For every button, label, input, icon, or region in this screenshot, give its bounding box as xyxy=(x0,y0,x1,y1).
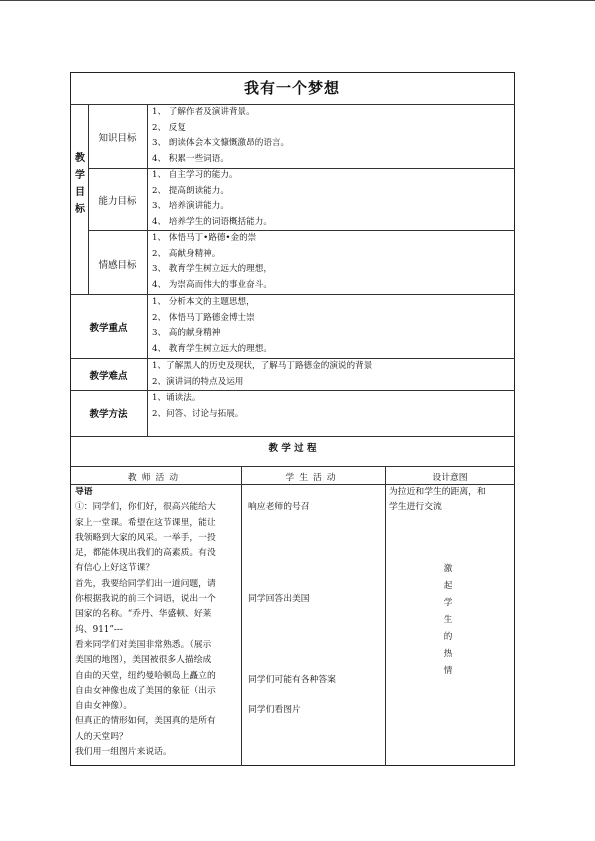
objective-items-emotion xyxy=(152,231,272,293)
intent-text xyxy=(389,485,513,516)
objective-label-ability: 能力目标 xyxy=(98,196,137,207)
teacher-line: 人的天堂吗？ xyxy=(75,731,128,742)
teacher-line: 看来同学们对美国非常熟悉。（展示 xyxy=(75,639,212,650)
intent-char: 情 xyxy=(443,666,453,676)
list-item: 4、 教育学生树立远大的理想。 xyxy=(152,343,272,354)
col-divider xyxy=(385,466,386,766)
difficulties-items xyxy=(152,359,372,390)
student-line: 同学们可能有各种答案 xyxy=(248,675,336,685)
intent-char: 热 xyxy=(443,649,453,659)
list-item: 2、 高献身精神。 xyxy=(152,248,221,259)
intent-char: 学 xyxy=(443,598,453,608)
intent-char: 生 xyxy=(443,615,453,625)
teacher-line: 家上一堂课。希望在这节课里，能让 xyxy=(75,517,216,528)
list-item: 2、 提高朗读能力。 xyxy=(152,185,229,196)
list-item: 3、 教育学生树立远大的理想， xyxy=(152,264,272,274)
column-header-student: 学生活动 xyxy=(285,473,341,483)
column-header-intent: 设计意图 xyxy=(432,473,468,483)
teacher-line: 自由女神像）。 xyxy=(75,701,133,712)
objectives-char xyxy=(73,150,87,218)
key-points-items xyxy=(152,295,272,357)
list-item: 2、问答、讨论与拓展。 xyxy=(152,408,244,419)
col-divider xyxy=(147,104,148,436)
list-item: 3、 朗读体会本文慷慨激昂的语言。 xyxy=(152,138,290,148)
intent-char: 的 xyxy=(443,632,453,642)
teacher-line: 我领略到大家的风采。一举手，一投 xyxy=(75,532,216,543)
objectives-group-char: 目 xyxy=(75,187,85,198)
teacher-line: 我们用一组图片来说话。 xyxy=(75,747,172,758)
objectives-group-char: 学 xyxy=(75,170,85,181)
teacher-line: 有信心上好这节课？ xyxy=(75,563,155,574)
process-heading: 教 学 过 程 xyxy=(268,443,317,454)
row-divider xyxy=(70,104,515,105)
objective-items-knowledge xyxy=(152,105,289,167)
list-item: 4、 积累一些词语。 xyxy=(152,153,229,164)
objective-label-knowledge: 知识目标 xyxy=(98,133,137,144)
list-item: 2、 体悟马丁路德金博士崇 xyxy=(152,312,255,323)
teacher-line: 国家的名称。“乔丹、华盛顿、好莱 xyxy=(75,609,212,620)
list-item: 1、 了解作者及演讲背景。 xyxy=(152,107,255,117)
teacher-line: 自由的天堂，纽约曼哈顿岛上矗立的 xyxy=(75,670,216,681)
col-divider xyxy=(241,466,242,766)
row-divider xyxy=(70,390,515,391)
page-top-rule xyxy=(0,0,595,1)
intent-line: 学生进行交流 xyxy=(389,502,442,513)
teacher-line: 足，都能体现出我们的高素质。有没 xyxy=(75,548,216,559)
objective-items-ability xyxy=(152,168,272,230)
objective-label-emotion: 情感目标 xyxy=(98,260,137,271)
teacher-line: 坞、911”--- xyxy=(75,624,123,635)
teacher-line: 美国的地图），美国被很多人描绘成 xyxy=(75,655,212,666)
page-title: 我有一个梦想 xyxy=(243,79,340,97)
teacher-line: 你根据我说的前三个词语，说出一个 xyxy=(75,594,216,605)
teacher-section-title: 导语 xyxy=(75,487,93,497)
teacher-line: 首先，我要给同学们出一道问题，请 xyxy=(75,578,216,589)
list-item: 4、 为崇高而伟大的事业奋斗。 xyxy=(152,279,272,290)
list-item: 1、 体悟马丁•路德•金的崇 xyxy=(152,233,257,243)
objectives-group-label xyxy=(73,150,87,218)
list-item: 1、 自主学习的能力。 xyxy=(152,170,238,180)
intent-vertical-text xyxy=(441,561,455,680)
column-header-teacher: 教师活动 xyxy=(127,473,184,483)
list-item: 4、 培养学生的词语概括能力。 xyxy=(152,216,272,227)
list-item: 2、演讲词的特点及运用 xyxy=(152,376,244,387)
list-item: 1、诵读法。 xyxy=(152,393,201,403)
teacher-line: 自由女神像也成了美国的象征（出示 xyxy=(75,685,216,696)
student-line: 响应老师的号召 xyxy=(248,502,310,512)
objectives-group-char: 教 xyxy=(75,153,85,164)
student-line: 同学回答出美国 xyxy=(248,594,310,604)
list-item: 2、 反复 xyxy=(152,122,186,133)
methods-label: 教学方法 xyxy=(89,409,128,420)
intent-line: 为拉近和学生的距离，和 xyxy=(389,487,486,497)
methods-items xyxy=(152,391,243,422)
difficulties-label: 教学难点 xyxy=(89,371,128,382)
list-item: 3、 培养演讲能力。 xyxy=(152,201,229,211)
teacher-line: ①：同学们，你们好，很高兴能给大 xyxy=(75,502,216,513)
row-divider xyxy=(70,466,515,467)
intent-char: 激 xyxy=(443,564,453,574)
row-divider xyxy=(70,294,515,295)
list-item: 1、了解黑人的历史及现状，了解马丁路德金的演说的背景 xyxy=(152,361,373,371)
list-item: 1、 分析本文的主题思想， xyxy=(152,297,255,307)
row-divider xyxy=(70,436,515,437)
objectives-group-char: 标 xyxy=(75,204,85,215)
teacher-line: 但真正的情形如何，美国真的是所有 xyxy=(75,716,216,727)
student-line: 同学们看图片 xyxy=(248,705,301,715)
list-item: 3、 高的献身精神 xyxy=(152,328,221,338)
key-points-label: 教学重点 xyxy=(89,323,128,334)
intent-char: 起 xyxy=(443,581,453,591)
teacher-activity xyxy=(75,485,241,760)
